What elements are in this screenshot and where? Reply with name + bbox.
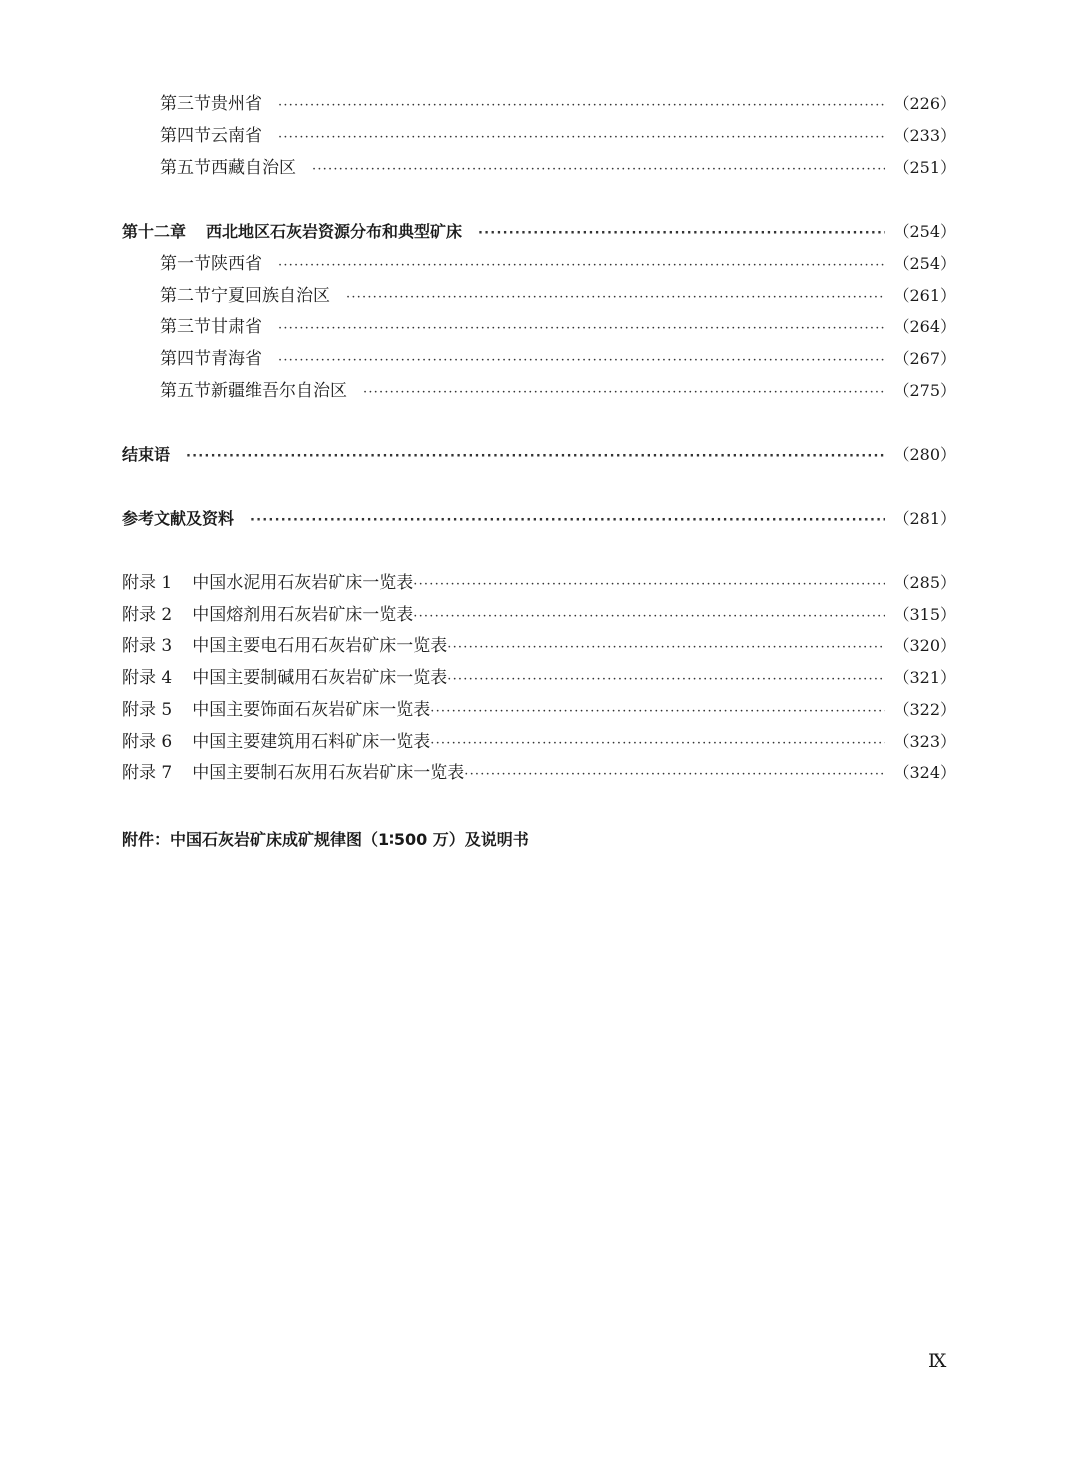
page-number: （233） [893,126,956,145]
entry-title: 中国主要制碱用石灰岩矿床一览表 [192,668,448,688]
appendix-number: 附录 7 [122,763,173,783]
dot-leader [464,760,885,790]
attachment-note: 附件：中国石灰岩矿床成矿规律图（1∶500 万）及说明书 [122,830,529,849]
toc-entry[interactable] [160,344,956,374]
section-number: 第四节 [160,349,211,369]
section-number: 第三节 [160,317,211,337]
toc-entry[interactable] [160,153,956,183]
dot-leader [278,123,885,153]
dot-leader [186,442,885,472]
dot-leader [430,697,885,727]
page-number: （321） [893,668,956,687]
entry-title: 参考文献及资料 [122,509,235,528]
page-number: （226） [893,94,956,113]
toc-appendix-entry[interactable] [122,758,956,788]
dot-leader [447,665,885,695]
page-number: （254） [893,254,956,273]
appendix-number: 附录 3 [122,636,173,656]
entry-title: 中国主要饰面石灰岩矿床一览表 [192,700,431,720]
dot-leader [278,314,885,344]
chapter-title: 西北地区石灰岩资源分布和典型矿床 [206,222,463,241]
section-number: 第四节 [160,126,211,146]
appendix-number: 附录 5 [122,700,173,720]
page-number: （280） [893,445,956,464]
toc-entry[interactable] [160,249,956,279]
entry-title: 青海省 [211,349,262,369]
entry-title: 新疆维吾尔自治区 [211,381,347,401]
appendix-number: 附录 2 [122,605,173,625]
entry-title: 结束语 [122,445,171,464]
entry-title: 甘肃省 [211,317,262,337]
toc-entry[interactable] [160,281,956,311]
section-number: 第三节 [160,94,211,114]
toc-chapter-entry[interactable] [122,217,956,247]
dot-leader [447,633,885,663]
page-number: （251） [893,158,956,177]
appendix-number: 附录 6 [122,732,173,752]
toc-conclusion-entry[interactable] [122,440,956,470]
dot-leader [478,219,885,249]
chapter-number: 第十二章 [122,222,187,241]
entry-title: 宁夏回族自治区 [211,286,330,306]
toc-references-entry[interactable] [122,504,956,534]
toc-appendix-entry[interactable] [122,568,956,598]
entry-title: 陕西省 [211,254,262,274]
toc-appendix-entry[interactable] [122,727,956,757]
section-number: 第五节 [160,158,211,178]
toc-appendix-entry[interactable] [122,663,956,693]
dot-leader [312,155,885,185]
entry-title: 中国主要建筑用石料矿床一览表 [192,732,431,752]
page-number: （264） [893,317,956,336]
entry-title: 贵州省 [211,94,262,114]
page-number: （322） [893,700,956,719]
toc-entry[interactable] [160,89,956,119]
dot-leader [250,506,885,536]
appendix-number: 附录 4 [122,668,173,688]
page-number: （267） [893,349,956,368]
page-number: （320） [893,636,956,655]
entry-title: 中国主要制石灰用石灰岩矿床一览表 [192,763,465,783]
page-number: （261） [893,286,956,305]
page-number: （315） [893,605,956,624]
page-number: （281） [893,509,956,528]
toc-entry[interactable] [160,121,956,151]
dot-leader [278,91,885,121]
toc-appendix-entry[interactable] [122,695,956,725]
section-number: 第一节 [160,254,211,274]
dot-leader [363,378,885,408]
entry-title: 西藏自治区 [211,158,296,178]
section-number: 第五节 [160,381,211,401]
toc-entry[interactable] [160,376,956,406]
entry-title: 中国水泥用石灰岩矿床一览表 [192,573,414,593]
entry-title: 中国熔剂用石灰岩矿床一览表 [192,605,414,625]
dot-leader [413,602,885,632]
toc-appendix-entry[interactable] [122,600,956,630]
entry-title: 中国主要电石用石灰岩矿床一览表 [192,636,448,656]
dot-leader [413,570,885,600]
appendix-number: 附录 1 [122,573,173,593]
dot-leader [430,729,885,759]
entry-title: 云南省 [211,126,262,146]
page-number: （275） [893,381,956,400]
dot-leader [278,251,885,281]
section-number: 第二节 [160,286,211,306]
dot-leader [346,283,885,313]
page-number: （324） [893,763,956,782]
page-number: （254） [893,222,956,241]
toc-appendix-entry[interactable] [122,631,956,661]
dot-leader [278,346,885,376]
page-folio: Ⅸ [928,1350,947,1372]
page-number: （285） [893,573,956,592]
toc-entry[interactable] [160,312,956,342]
page-number: （323） [893,732,956,751]
